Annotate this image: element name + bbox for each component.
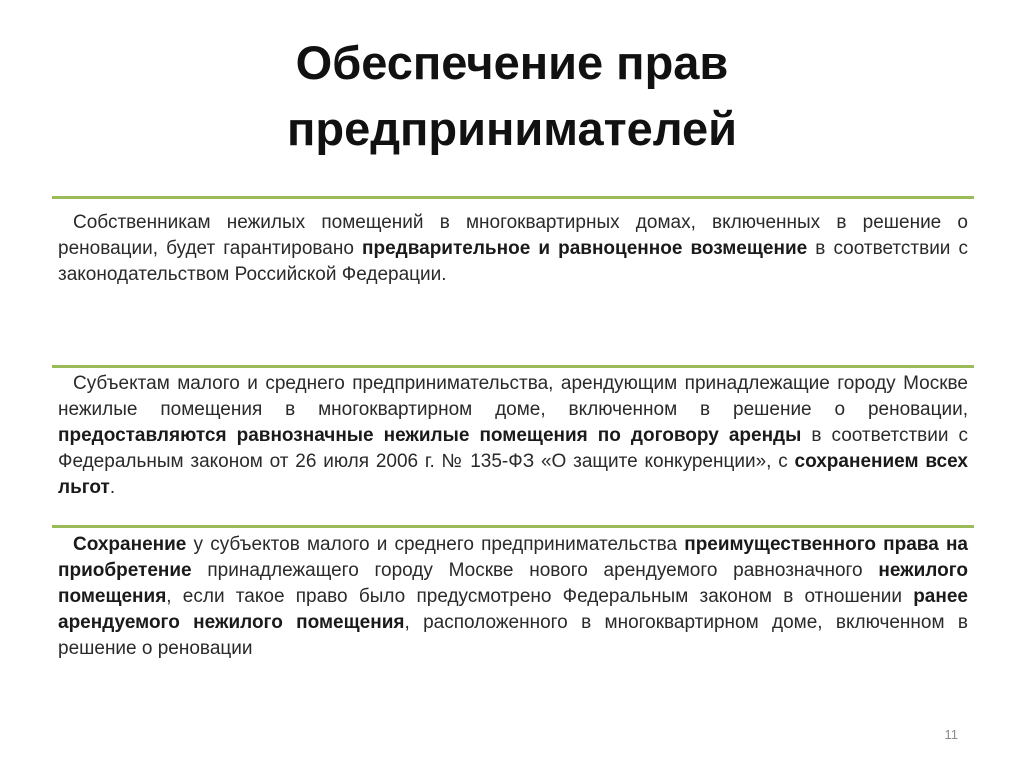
text-run: . xyxy=(109,477,116,498)
section-divider-3 xyxy=(52,525,974,528)
emphasized-text: ранее арендуемого нежилого помещения xyxy=(58,586,968,633)
text-run: в соответствии с Федеральным законом от 26 июля 2006 г. № 135-ФЗ «О защите конкуренции», с xyxy=(58,425,968,472)
text-run: , расположенного в многоквартирном доме, включенном в решение о реновации xyxy=(58,612,968,659)
emphasized-text: нежилого помещения xyxy=(58,560,968,607)
text-run: Субъектам малого и среднего предпринимательства, арендующим принадлежащие городу Москве нежилые помещения в многоквартирном доме, включенном в решение о реновации, xyxy=(58,373,968,420)
section-divider-2 xyxy=(52,365,974,368)
text-run: в соответствии с законодательством Российской Федерации. xyxy=(58,238,968,285)
section-divider-1 xyxy=(52,196,974,199)
text-run: у субъектов малого и среднего предпринимательства xyxy=(186,534,685,555)
slide-title-line-2: предпринимателей xyxy=(286,102,738,155)
text-run: , если такое право было предусмотрено Федеральным законом в отношении xyxy=(166,586,914,607)
emphasized-text: Сохранение xyxy=(73,534,187,555)
section-1-text xyxy=(58,210,968,288)
emphasized-text: сохранением всех льгот xyxy=(58,451,968,498)
text-run: Собственникам нежилых помещений в многоквартирных домах, включенных в решение о реновации, будет гарантировано xyxy=(58,212,968,259)
emphasized-text: предварительное и равноценное возмещение xyxy=(362,238,808,259)
emphasized-text: предоставляются равнозначные нежилые помещения по договору аренды xyxy=(58,425,802,446)
page-number: 11 xyxy=(944,727,958,742)
slide-title xyxy=(0,30,1024,162)
text-run: принадлежащего городу Москве нового арендуемого равнозначного xyxy=(191,560,879,581)
section-3-text xyxy=(58,532,968,662)
emphasized-text: преимущественного права на приобретение xyxy=(58,534,968,581)
slide-title-line-1: Обеспечение прав xyxy=(295,36,729,89)
section-2-text xyxy=(58,371,968,501)
